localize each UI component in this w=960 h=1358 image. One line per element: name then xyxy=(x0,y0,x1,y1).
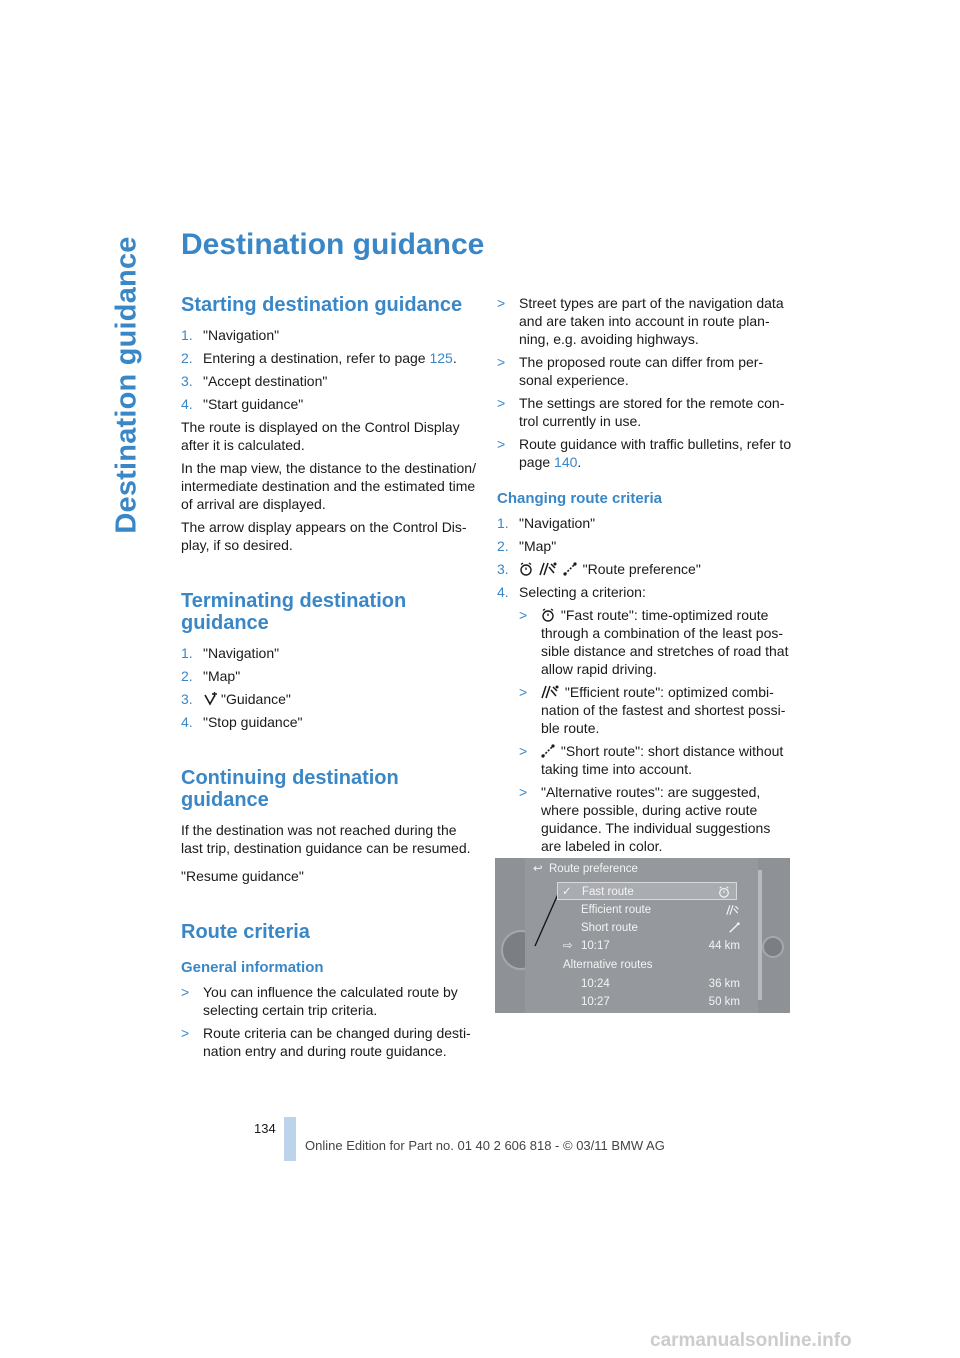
step-item: 4. "Stop guidance" xyxy=(181,714,303,730)
menu-panel xyxy=(525,858,758,1013)
clock-icon xyxy=(541,608,555,622)
criteria-list xyxy=(519,606,792,855)
route-arrow-icon: ⇨ xyxy=(563,940,573,952)
menu-option-short-route[interactable]: Short route xyxy=(525,919,758,937)
paragraph: If the destination was not reached during the last trip, destination guidance can be resumed. xyxy=(181,822,471,856)
clock-icon xyxy=(519,562,533,576)
short-route-icon xyxy=(541,744,555,758)
step-item: 3. "Guidance" xyxy=(181,691,291,707)
page-number: 134 xyxy=(254,1121,276,1136)
bullet-item: > The proposed route can differ from per-sonal experience. xyxy=(497,354,764,388)
checkmark-icon: ✓ xyxy=(562,886,572,898)
step-item: 3. "Accept destination" xyxy=(181,373,328,389)
efficient-route-icon xyxy=(541,685,559,699)
step-item: 4. Selecting a criterion: xyxy=(497,584,646,600)
bullet-item: > You can influence the calculated route by selecting certain trip criteria. xyxy=(181,984,458,1018)
heading-starting: Starting destination guidance xyxy=(181,294,463,316)
bullet-item: > Route guidance with traffic bulletins, refer to page 140. xyxy=(497,436,792,470)
bullet-item: > Street types are part of the navigation data and are taken into account in route plan-ning, e.g. avoiding highways. xyxy=(497,295,784,347)
heading-general-information: General information xyxy=(181,959,324,976)
paragraph: The arrow display appears on the Control Dis-play, if so desired. xyxy=(181,519,467,553)
step-item: 2. Entering a destination, refer to page 125. xyxy=(181,350,457,366)
menu-option-fast-route[interactable]: ✓ Fast route xyxy=(557,882,737,900)
efficient-route-icon xyxy=(539,562,557,576)
footer-bar xyxy=(284,1117,296,1161)
heading-changing-route-criteria: Changing route criteria xyxy=(497,490,663,507)
alternative-route-row[interactable]: 10:27 50 km xyxy=(581,996,740,1008)
menu-header: ↩ Route preference xyxy=(525,860,758,878)
back-icon: ↩ xyxy=(533,863,543,875)
step-item: 1. "Navigation" xyxy=(181,327,280,343)
paragraph: The route is displayed on the Control Display after it is calculated. xyxy=(181,419,460,453)
guidance-icon xyxy=(203,692,219,706)
page-link-140[interactable]: 140 xyxy=(554,454,578,470)
step-item: 3. "Route preference" xyxy=(497,561,701,577)
criterion-alternative: > "Alternative routes": are suggested, where possible, during active route guidance. The individual suggestions are labeled in color. xyxy=(519,784,771,854)
left-column xyxy=(181,294,476,1065)
side-section-tab xyxy=(102,230,152,540)
footer-edition: Online Edition for Part no. 01 40 2 606 818 - © 03/11 BMW AG xyxy=(305,1138,665,1153)
paragraph: In the map view, the distance to the destination/ intermediate destination and the estimated time of arrival are displayed. xyxy=(181,460,476,512)
criterion-short: > "Short route": short distance without taking time into account. xyxy=(519,743,784,777)
bullet-item: > Route criteria can be changed during desti-nation entry and during route guidance. xyxy=(181,1025,471,1059)
criterion-efficient: > "Efficient route": optimized combi-nation of the fastest and shortest possi-ble route. xyxy=(519,684,786,736)
heading-continuing: Continuing destination guidance xyxy=(181,767,399,811)
criterion-fast: > "Fast route": time-optimized route through a combination of the least pos-sible distance and stretches of road that allow rapid driving. xyxy=(519,607,789,677)
step-item: 1. "Navigation" xyxy=(181,645,280,661)
short-route-icon xyxy=(563,562,577,576)
heading-route-criteria: Route criteria xyxy=(181,921,310,943)
bullet-item: > The settings are stored for the remote con-trol currently in use. xyxy=(497,395,785,429)
watermark: carmanualsonline.info xyxy=(650,1330,852,1351)
step-item: 1. "Navigation" xyxy=(497,515,596,531)
scrollbar[interactable] xyxy=(758,870,762,1000)
current-route-row[interactable]: ⇨ 10:17 44 km xyxy=(525,937,758,955)
step-item: 2. "Map" xyxy=(497,538,557,554)
page-link-125[interactable]: 125 xyxy=(429,350,453,366)
route-preference-screen xyxy=(495,858,790,1013)
paragraph: "Resume guidance" xyxy=(181,868,304,884)
step-item: 4. "Start guidance" xyxy=(181,396,304,412)
alternative-route-row[interactable]: 10:24 36 km xyxy=(581,978,740,990)
right-column xyxy=(497,294,792,860)
menu-option-efficient-route[interactable]: Efficient route xyxy=(525,901,758,919)
side-section-label: Destination guidance xyxy=(111,236,144,534)
heading-terminating: Terminating destination guidance xyxy=(181,590,407,634)
step-item: 2. "Map" xyxy=(181,668,241,684)
plus-button[interactable] xyxy=(762,936,784,958)
page-title: Destination guidance xyxy=(181,228,485,261)
alternatives-label-row: Alternative routes xyxy=(563,959,653,971)
